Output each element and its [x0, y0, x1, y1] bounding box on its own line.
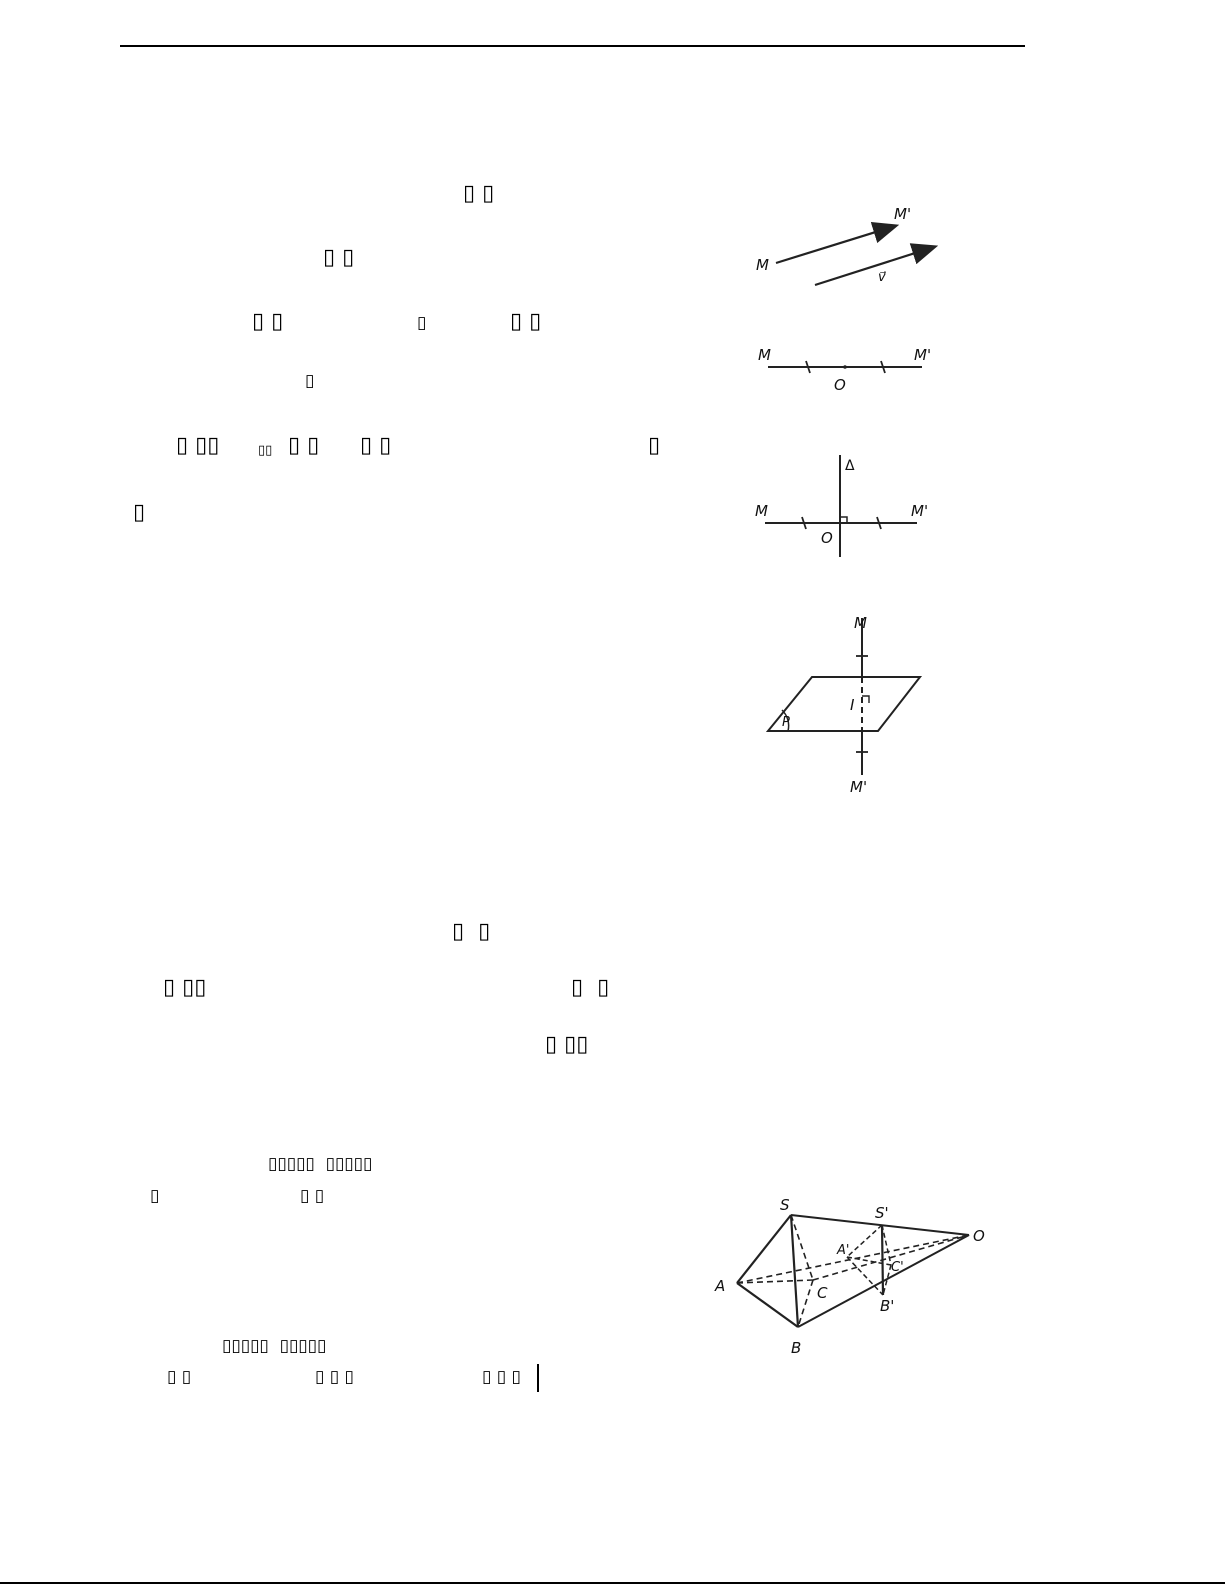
header-rule	[120, 45, 1025, 47]
label-v: v⃗	[878, 270, 886, 285]
glyph-run-8b: ▯ ▯	[571, 975, 610, 1000]
label-o: O	[834, 376, 846, 394]
label-m: M	[756, 256, 769, 274]
glyph-run-11a: ▯	[150, 1186, 160, 1206]
label-m-prime: M'	[911, 502, 929, 520]
label-m-prime: M'	[914, 346, 932, 364]
glyph-run-3a: ▯ ▯	[252, 309, 284, 334]
figure-axial-symmetry	[750, 450, 950, 565]
label-m: M	[755, 502, 768, 520]
label-p: P	[782, 715, 790, 730]
glyph-run-5c: ▯ ▯	[288, 433, 320, 458]
vector-v	[815, 247, 934, 285]
glyph-run-10: ▯▯▯▯▯ ▯▯▯▯▯	[268, 1154, 373, 1174]
footer-rule	[0, 1582, 1225, 1584]
glyph-run-1: ▯ ▯	[463, 181, 495, 206]
label-o: O	[821, 529, 833, 547]
glyph-run-2: ▯ ▯	[323, 245, 355, 270]
glyph-run-7: ▯ ▯	[452, 919, 491, 944]
glyph-run-6: ▯	[133, 500, 146, 525]
glyph-run-9: ▯ ▯▯	[545, 1032, 589, 1057]
glyph-run-4: ▯	[305, 371, 315, 391]
label-o: O	[973, 1227, 985, 1245]
label-i: I	[850, 696, 855, 714]
label-s-prime: S'	[875, 1204, 889, 1222]
glyph-run-5b: ▯▯	[258, 443, 273, 458]
figure-central-symmetry	[750, 340, 950, 400]
label-m-prime: M'	[850, 778, 868, 796]
label-a: A	[715, 1277, 726, 1295]
text-cursor	[537, 1364, 539, 1392]
glyph-run-12: ▯▯▯▯▯ ▯▯▯▯▯	[222, 1336, 327, 1356]
figure-translation	[740, 195, 960, 295]
figure-plane-symmetry	[760, 610, 940, 800]
label-c-prime: C'	[891, 1260, 904, 1275]
glyph-run-13b: ▯ ▯ ▯	[315, 1367, 354, 1387]
glyph-run-5a: ▯ ▯▯	[176, 433, 220, 458]
label-m-prime: M'	[894, 205, 912, 223]
label-b: B	[791, 1339, 802, 1357]
label-s: S	[780, 1196, 790, 1214]
glyph-run-3c: ▯ ▯	[510, 309, 542, 334]
glyph-run-11b: ▯ ▯	[300, 1186, 325, 1206]
label-c: C	[817, 1284, 828, 1302]
label-b-prime: B'	[880, 1297, 895, 1315]
glyph-run-5e: ▯	[648, 433, 661, 458]
vector-mm	[776, 226, 895, 263]
glyph-run-5d: ▯ ▯	[360, 433, 392, 458]
figure-homothety	[705, 1185, 1005, 1365]
glyph-run-3b: ▯	[417, 313, 427, 333]
label-a-prime: A'	[837, 1243, 850, 1258]
label-m: M	[758, 346, 771, 364]
label-delta: Δ	[845, 458, 855, 474]
glyph-run-8a: ▯ ▯▯	[163, 975, 207, 1000]
label-m: M	[854, 614, 867, 632]
glyph-run-13c: ▯ ▯ ▯	[482, 1367, 521, 1387]
glyph-run-13a: ▯ ▯	[167, 1367, 192, 1387]
